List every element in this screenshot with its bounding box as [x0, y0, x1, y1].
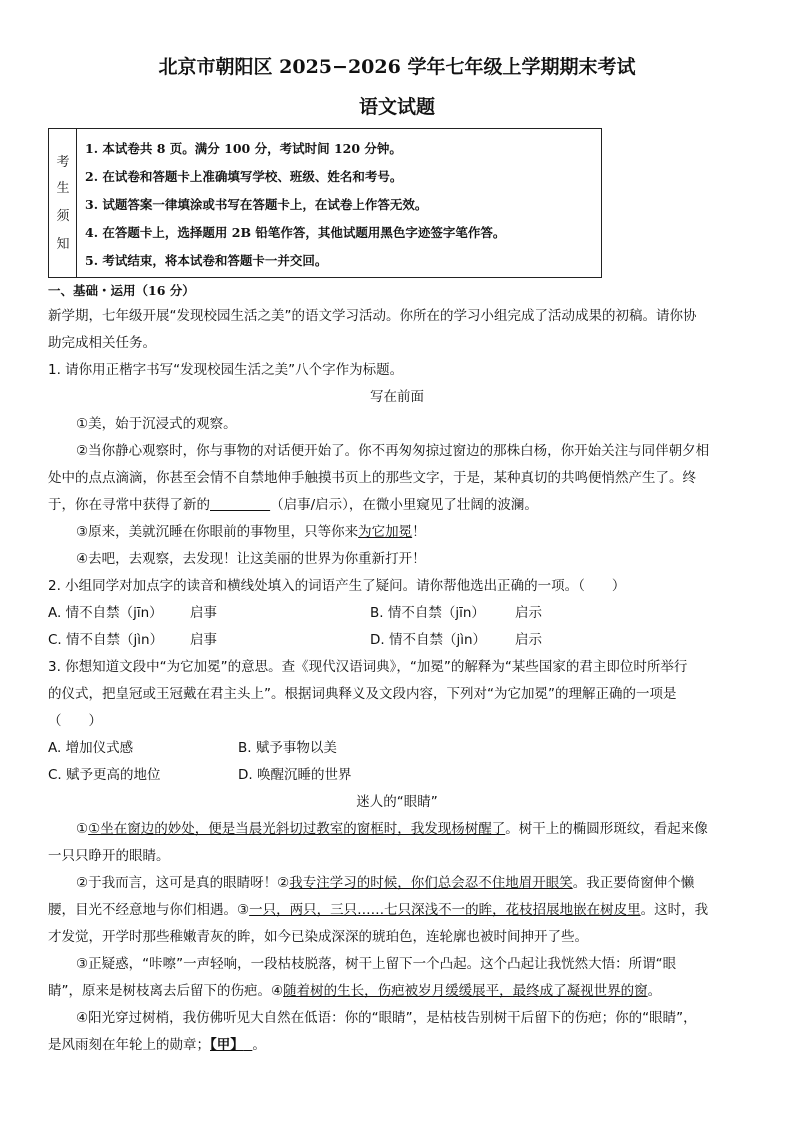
- text-span: （启事/启示），在微小里窥见了壮阔的波澜。: [270, 497, 538, 513]
- passage-2-para: ④阳光穿过树梢，我仿佛听见大自然在低语：你的“眼睛”，是枯枝告别树干后留下的伤疤；你的“眼睛”，: [76, 1010, 697, 1026]
- notice-rule: 5. 考试结束，将本试卷和答题卡一并交回。: [85, 253, 328, 268]
- notice-rule: 1. 本试卷共 8 页。满分 100 分，考试时间 120 分钟。: [85, 141, 402, 156]
- notice-rule: 2. 在试卷和答题卡上准确填写学校、班级、姓名和考号。: [85, 169, 403, 184]
- q2-option-c: C. 情不自禁（jìn）: [48, 632, 164, 648]
- passage-1-para: [48, 495, 538, 515]
- q2-option-b-word: 启示: [515, 605, 542, 621]
- side-char: 生: [56, 181, 70, 196]
- text-span: 。树干上的椭圆形斑纹，看起来像: [505, 821, 708, 837]
- exam-title: 北京市朝阳区 2025−2026 学年七年级上学期期末考试: [158, 56, 636, 78]
- text-span: 。: [252, 1037, 266, 1053]
- intro-text: 助完成相关任务。: [48, 335, 156, 351]
- q2-option-d: D. 情不自禁（jìn）: [370, 632, 487, 648]
- q2-option-c-word: 启事: [190, 632, 217, 648]
- notice-side-label: [49, 129, 77, 277]
- q2-option-a-word: 启事: [190, 605, 217, 621]
- intro-text: 新学期，七年级开展“发现校园生活之美”的语文学习活动。你所在的学习小组完成了活动成果的初稿。请你协: [48, 308, 697, 324]
- passage-1-para: ②当你静心观察时，你与事物的对话便开始了。你不再匆匆掠过窗边的那株白杨，你开始关注与同伴朝夕相: [76, 443, 710, 459]
- passage-2-para: ③正疑惑，“咔嚓”一声轻响，一段枯枝脱落，树干上留下一个凸起。这个凸起让我恍然大悟：所谓“眼: [76, 956, 677, 972]
- underlined-phrase: 为它加冕: [358, 524, 413, 540]
- text-span: ②于我而言，这可是真的眼睛呀！②: [76, 875, 290, 891]
- text-span: 是风雨刻在年轮上的勋章；: [48, 1037, 210, 1053]
- question-3: 3. 你想知道文段中“为它加冕”的意思。查《现代汉语词典》，“加冕”的解释为“某些国家的君主即位时所举行: [48, 659, 688, 675]
- question-3: 的仪式，把皇冠或王冠戴在君主头上”。根据词典释义及文段内容，下列对“为它加冕”的理解正确的一项是: [48, 686, 677, 702]
- passage-2-para: 才发觉，开学时那些稚嫩青灰的眸，如今已染成深深的琥珀色，连轮廓也被时间抻开了些。: [48, 929, 588, 945]
- side-char: 知: [56, 237, 70, 252]
- passage-2-para: [48, 900, 708, 920]
- passage-1-para: 处中的点点滴滴，你甚至会情不自禁地伸手触摸书页上的那些文字，于是，某种真切的共鸣便悄然产生了。终: [48, 470, 696, 486]
- question-1: 1. 请你用正楷字书写“发现校园生活之美”八个字作为标题。: [48, 362, 404, 378]
- side-char: 须: [56, 209, 70, 224]
- question-2: 2. 小组同学对加点字的读音和横线处填入的词语产生了疑问。请你帮他选出正确的一项。（ ）: [48, 578, 626, 594]
- passage-1-para: [76, 522, 426, 542]
- text-span: ③原来，美就沉睡在你眼前的事物里，只等你来: [76, 524, 359, 540]
- text-span: ！: [412, 524, 426, 540]
- q2-option-d-word: 启示: [515, 632, 542, 648]
- q3-option-c: C. 赋予更高的地位: [48, 767, 161, 783]
- underlined-sentence: 随着树的生长，伤疤被岁月缓缓展平，最终成了凝视世界的窗: [283, 983, 648, 999]
- underlined-sentence: 我专注学习的时候，你们总会忍不住地眉开眼笑: [289, 875, 573, 891]
- text-span: 。这时，我: [640, 902, 709, 918]
- text-span: 睛”，原来是树枝离去后留下的伤疤。④: [48, 983, 284, 999]
- section-heading: 一、基础・运用（16 分）: [48, 283, 195, 298]
- passage-2-title: 迷人的“眼睛”: [356, 794, 438, 810]
- text-span: ①: [76, 821, 89, 837]
- underlined-sentence: 一只，两只，三只……七只深浅不一的眸，花枝招展地嵌在树皮里: [249, 902, 641, 918]
- passage-1-title: 写在前面: [370, 389, 424, 405]
- text-span: 于，你在寻常中获得了新的: [48, 497, 210, 513]
- q2-option-b: B. 情不自禁（jīn）: [370, 605, 485, 621]
- passage-2-para: 一只只睁开的眼睛。: [48, 848, 170, 864]
- q3-option-a: A. 增加仪式感: [48, 740, 134, 756]
- text-span: 腰，目光不经意地与你们相遇。③: [48, 902, 250, 918]
- side-char: 考: [56, 155, 70, 170]
- underlined-sentence: ①坐在窗边的妙处，便是当晨光斜切过教室的窗框时，我发现杨树醒了: [88, 821, 506, 837]
- passage-2-para: [48, 1035, 266, 1055]
- notice-rule: 4. 在答题卡上，选择题用 2B 铅笔作答，其他试题用黑色字迹签字笔作答。: [85, 225, 506, 240]
- text-span: 。我正要倚窗伸个懒: [572, 875, 695, 891]
- passage-1-para: ④去吧，去观察，去发现！让这美丽的世界为你重新打开！: [76, 551, 426, 567]
- passage-2-para: [48, 981, 661, 1001]
- exam-subtitle: 语文试题: [358, 96, 435, 118]
- option-text: A. 情不自禁（jīn）: [48, 605, 163, 621]
- q3-option-b: B. 赋予事物以美: [238, 740, 337, 756]
- question-3-paren: （ ）: [48, 713, 102, 729]
- q2-option-a: [48, 603, 163, 623]
- q3-option-d: D. 唤醒沉睡的世界: [238, 767, 352, 783]
- passage-2-para: [76, 819, 708, 839]
- blank-jia: 【甲】: [210, 1037, 244, 1053]
- notice-rule: 3. 试题答案一律填涂或书写在答题卡上，在试卷上作答无效。: [85, 197, 428, 212]
- candidate-notice-box: [48, 128, 602, 278]
- passage-1-para: ①美，始于沉浸式的观察。: [76, 416, 237, 432]
- notice-rules: [85, 135, 597, 275]
- passage-2-para: [76, 873, 694, 893]
- text-span: 。: [647, 983, 662, 999]
- blank-line: [210, 497, 270, 513]
